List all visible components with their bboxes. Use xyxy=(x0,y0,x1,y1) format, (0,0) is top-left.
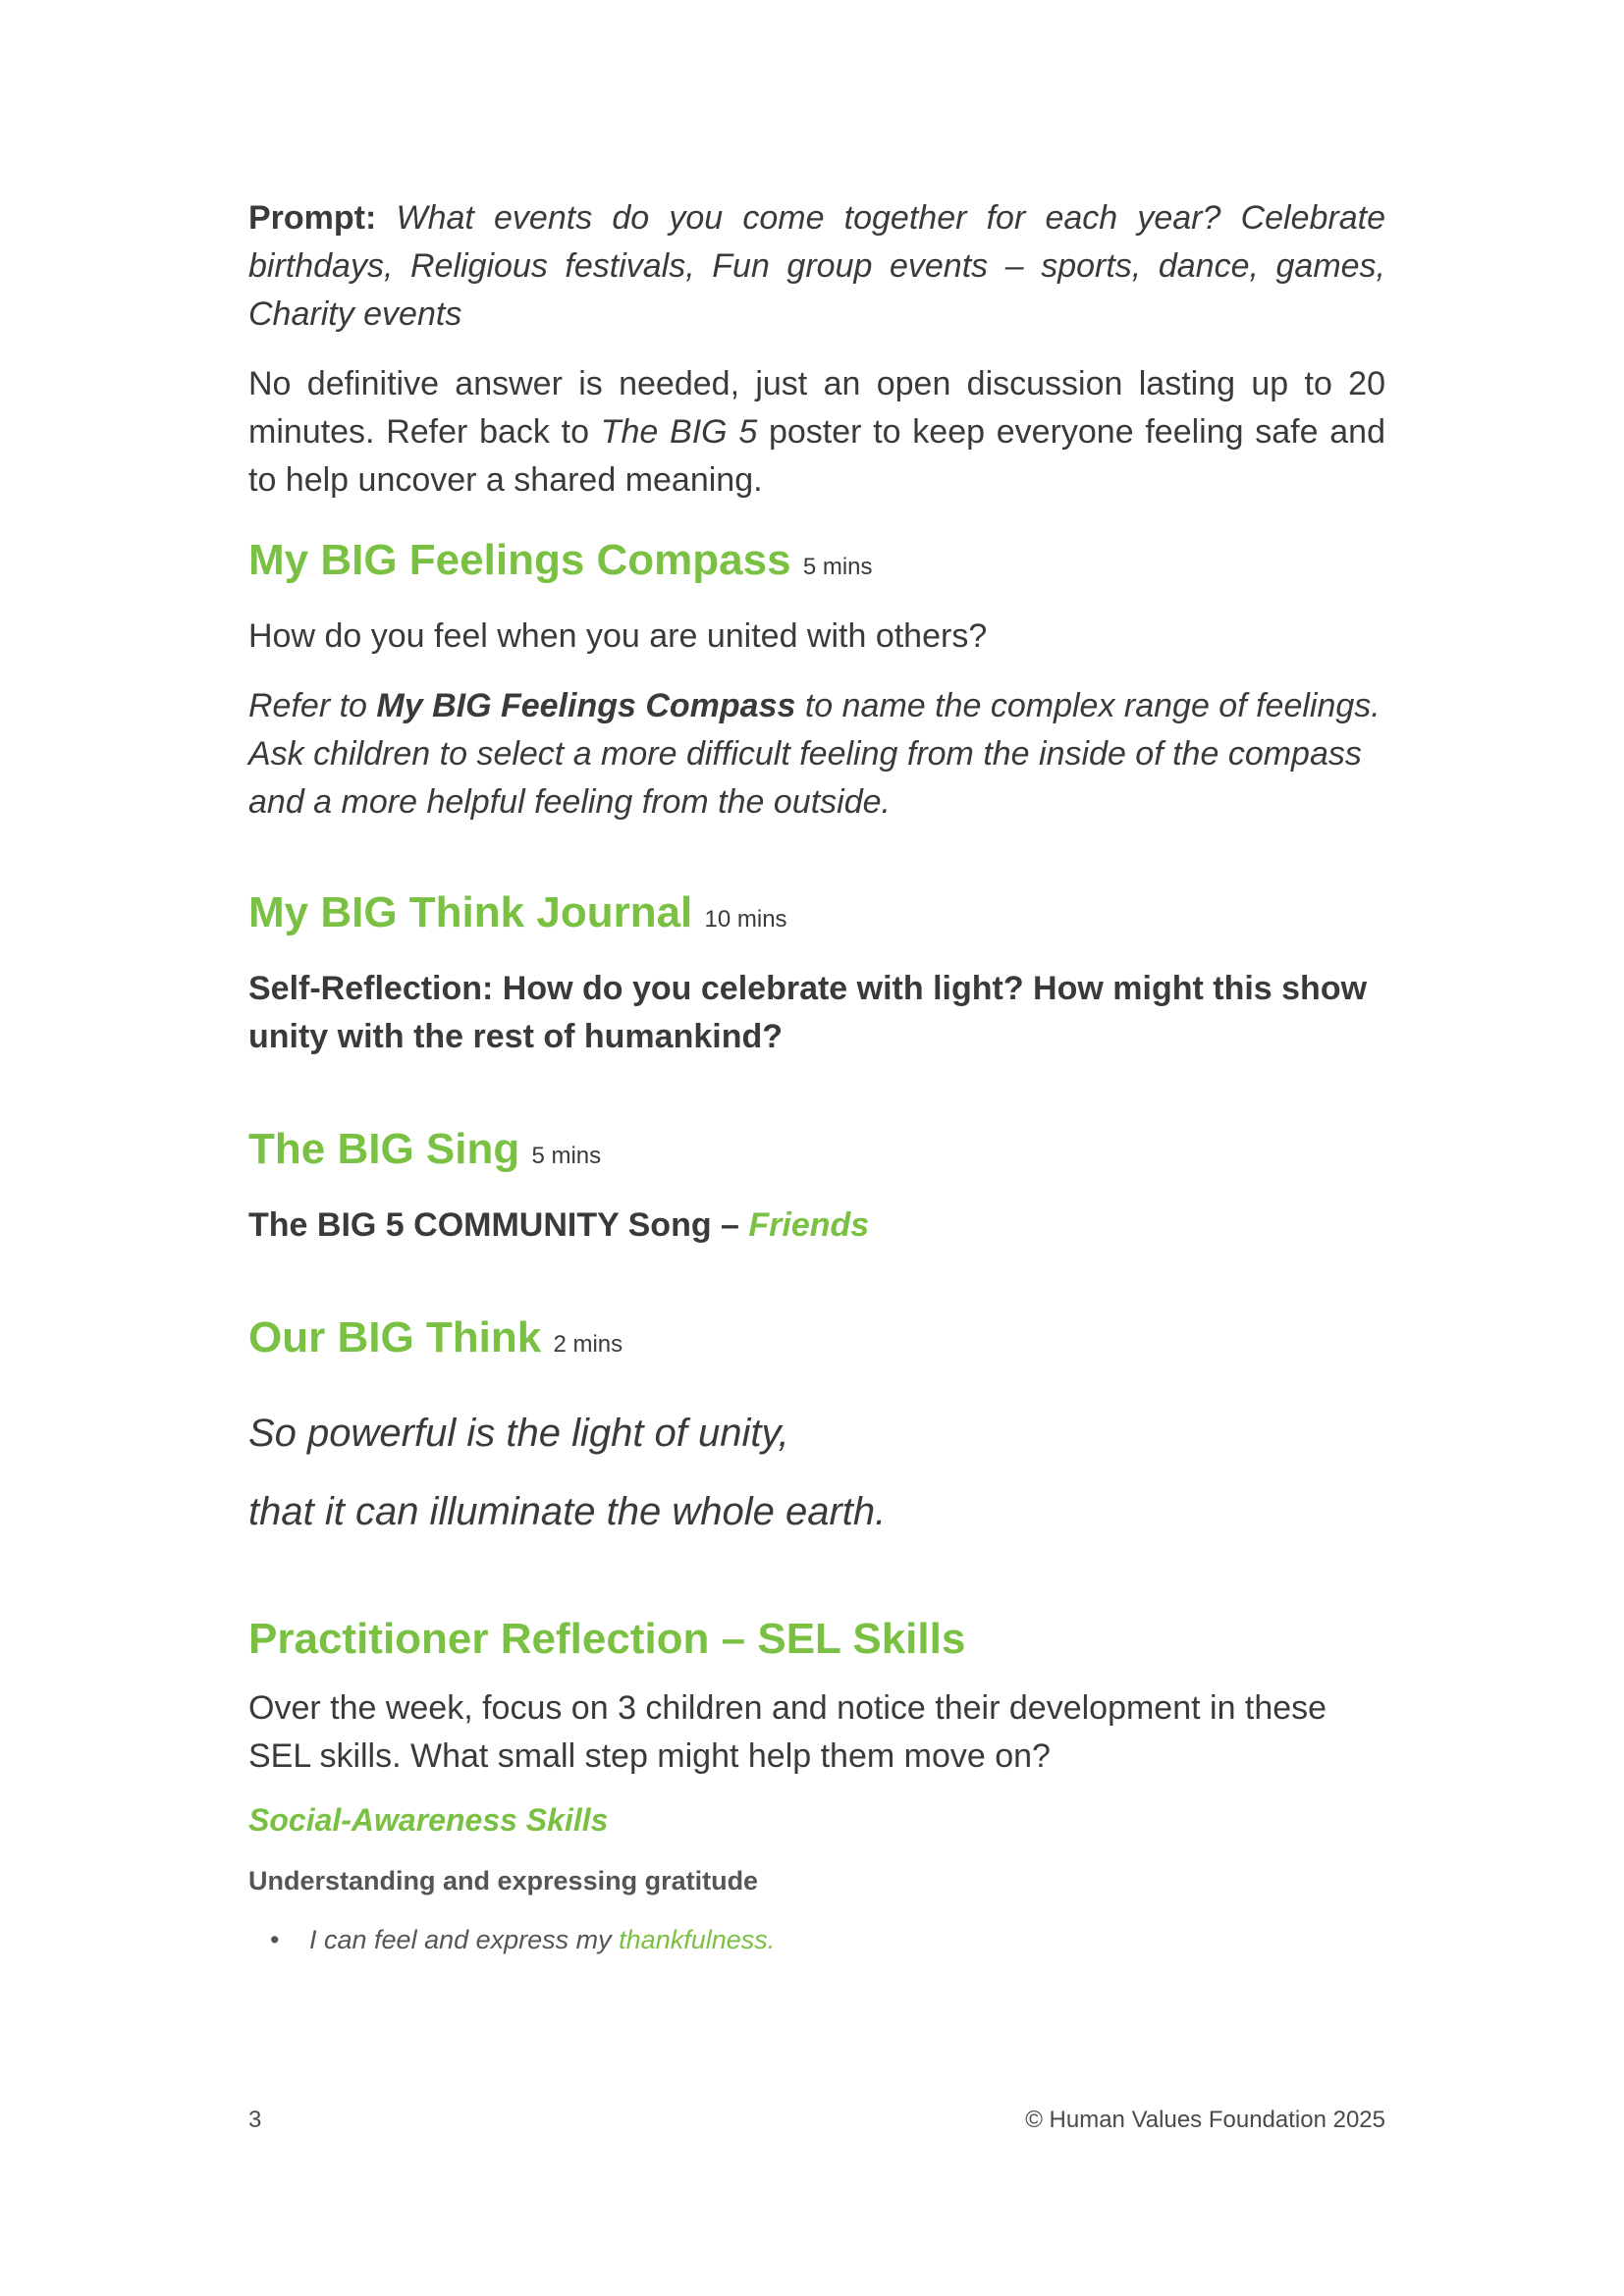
big-sing-song xyxy=(248,1201,1385,1250)
our-big-think-title: Our BIG Think xyxy=(248,1313,542,1362)
think-journal-mins: 10 mins xyxy=(704,906,787,933)
prompt-text: What events do you come together for each year? Celebrate birthdays, Religious festivals, Fun group events – sports, dance, games, Charity events xyxy=(248,199,1385,333)
discussion-big5: The BIG 5 xyxy=(600,413,758,451)
feelings-compass-title: My BIG Feelings Compass xyxy=(248,536,791,584)
prompt-label: Prompt: xyxy=(248,199,377,237)
discussion-text-after: poster to keep everyone feeling safe and to help uncover a shared meaning. xyxy=(248,413,1385,499)
big-sing-song-name: Friends xyxy=(748,1206,870,1244)
feelings-refer-after: to name the complex range of feelings. Ask children to select a more difficult feeling from the inside of the compass and a more helpful feeling from the outside. xyxy=(248,687,1380,821)
practitioner-text: Over the week, focus on 3 children and notice their development in these SEL skills. What small step might help them move on? xyxy=(248,1689,1327,1775)
quote-line-1: So powerful is the light of unity, xyxy=(248,1412,789,1455)
skill-subtitle: Understanding and expressing gratitude xyxy=(248,1866,759,1896)
feelings-refer-bold: My BIG Feelings Compass xyxy=(376,687,796,724)
practitioner-heading: Practitioner Reflection – SEL Skills xyxy=(248,1615,966,1663)
skill-title: Social-Awareness Skills xyxy=(248,1802,609,1838)
feelings-question: How do you feel when you are united with others? xyxy=(248,617,988,655)
feelings-compass-heading xyxy=(248,533,1385,595)
think-journal-heading xyxy=(248,885,1385,947)
bullet-icon: • xyxy=(270,1925,280,1954)
discussion-text-before: No definitive answer is needed, just an open discussion lasting up to 20 minutes. Refer back to xyxy=(248,365,1385,451)
feelings-instruction xyxy=(248,682,1385,827)
big-sing-title: The BIG Sing xyxy=(248,1125,520,1173)
big-sing-song-text: The BIG 5 COMMUNITY Song – xyxy=(248,1206,749,1244)
discussion-paragraph xyxy=(248,360,1385,505)
think-journal-text: Self-Reflection: How do you celebrate with light? How might this show unity with the rest of humankind? xyxy=(248,970,1368,1055)
page-number: 3 xyxy=(248,2107,262,2133)
our-big-think-heading xyxy=(248,1310,1385,1372)
skill-bullet xyxy=(248,1920,1385,1959)
feelings-compass-mins: 5 mins xyxy=(802,554,873,580)
prompt-paragraph xyxy=(248,194,1385,339)
bullet-highlight: thankfulness. xyxy=(619,1925,776,1954)
think-journal-title: My BIG Think Journal xyxy=(248,888,693,936)
our-big-think-mins: 2 mins xyxy=(553,1331,623,1358)
big-sing-heading xyxy=(248,1122,1385,1184)
big-sing-mins: 5 mins xyxy=(531,1143,602,1169)
bullet-text-before: I can feel and express my xyxy=(309,1925,620,1954)
feelings-refer-before: Refer to xyxy=(248,687,377,724)
copyright: © Human Values Foundation 2025 xyxy=(1025,2107,1385,2133)
quote-line-2: that it can illuminate the whole earth. xyxy=(248,1490,887,1533)
page-content xyxy=(248,194,1385,1959)
bullet-text xyxy=(309,1920,775,1959)
